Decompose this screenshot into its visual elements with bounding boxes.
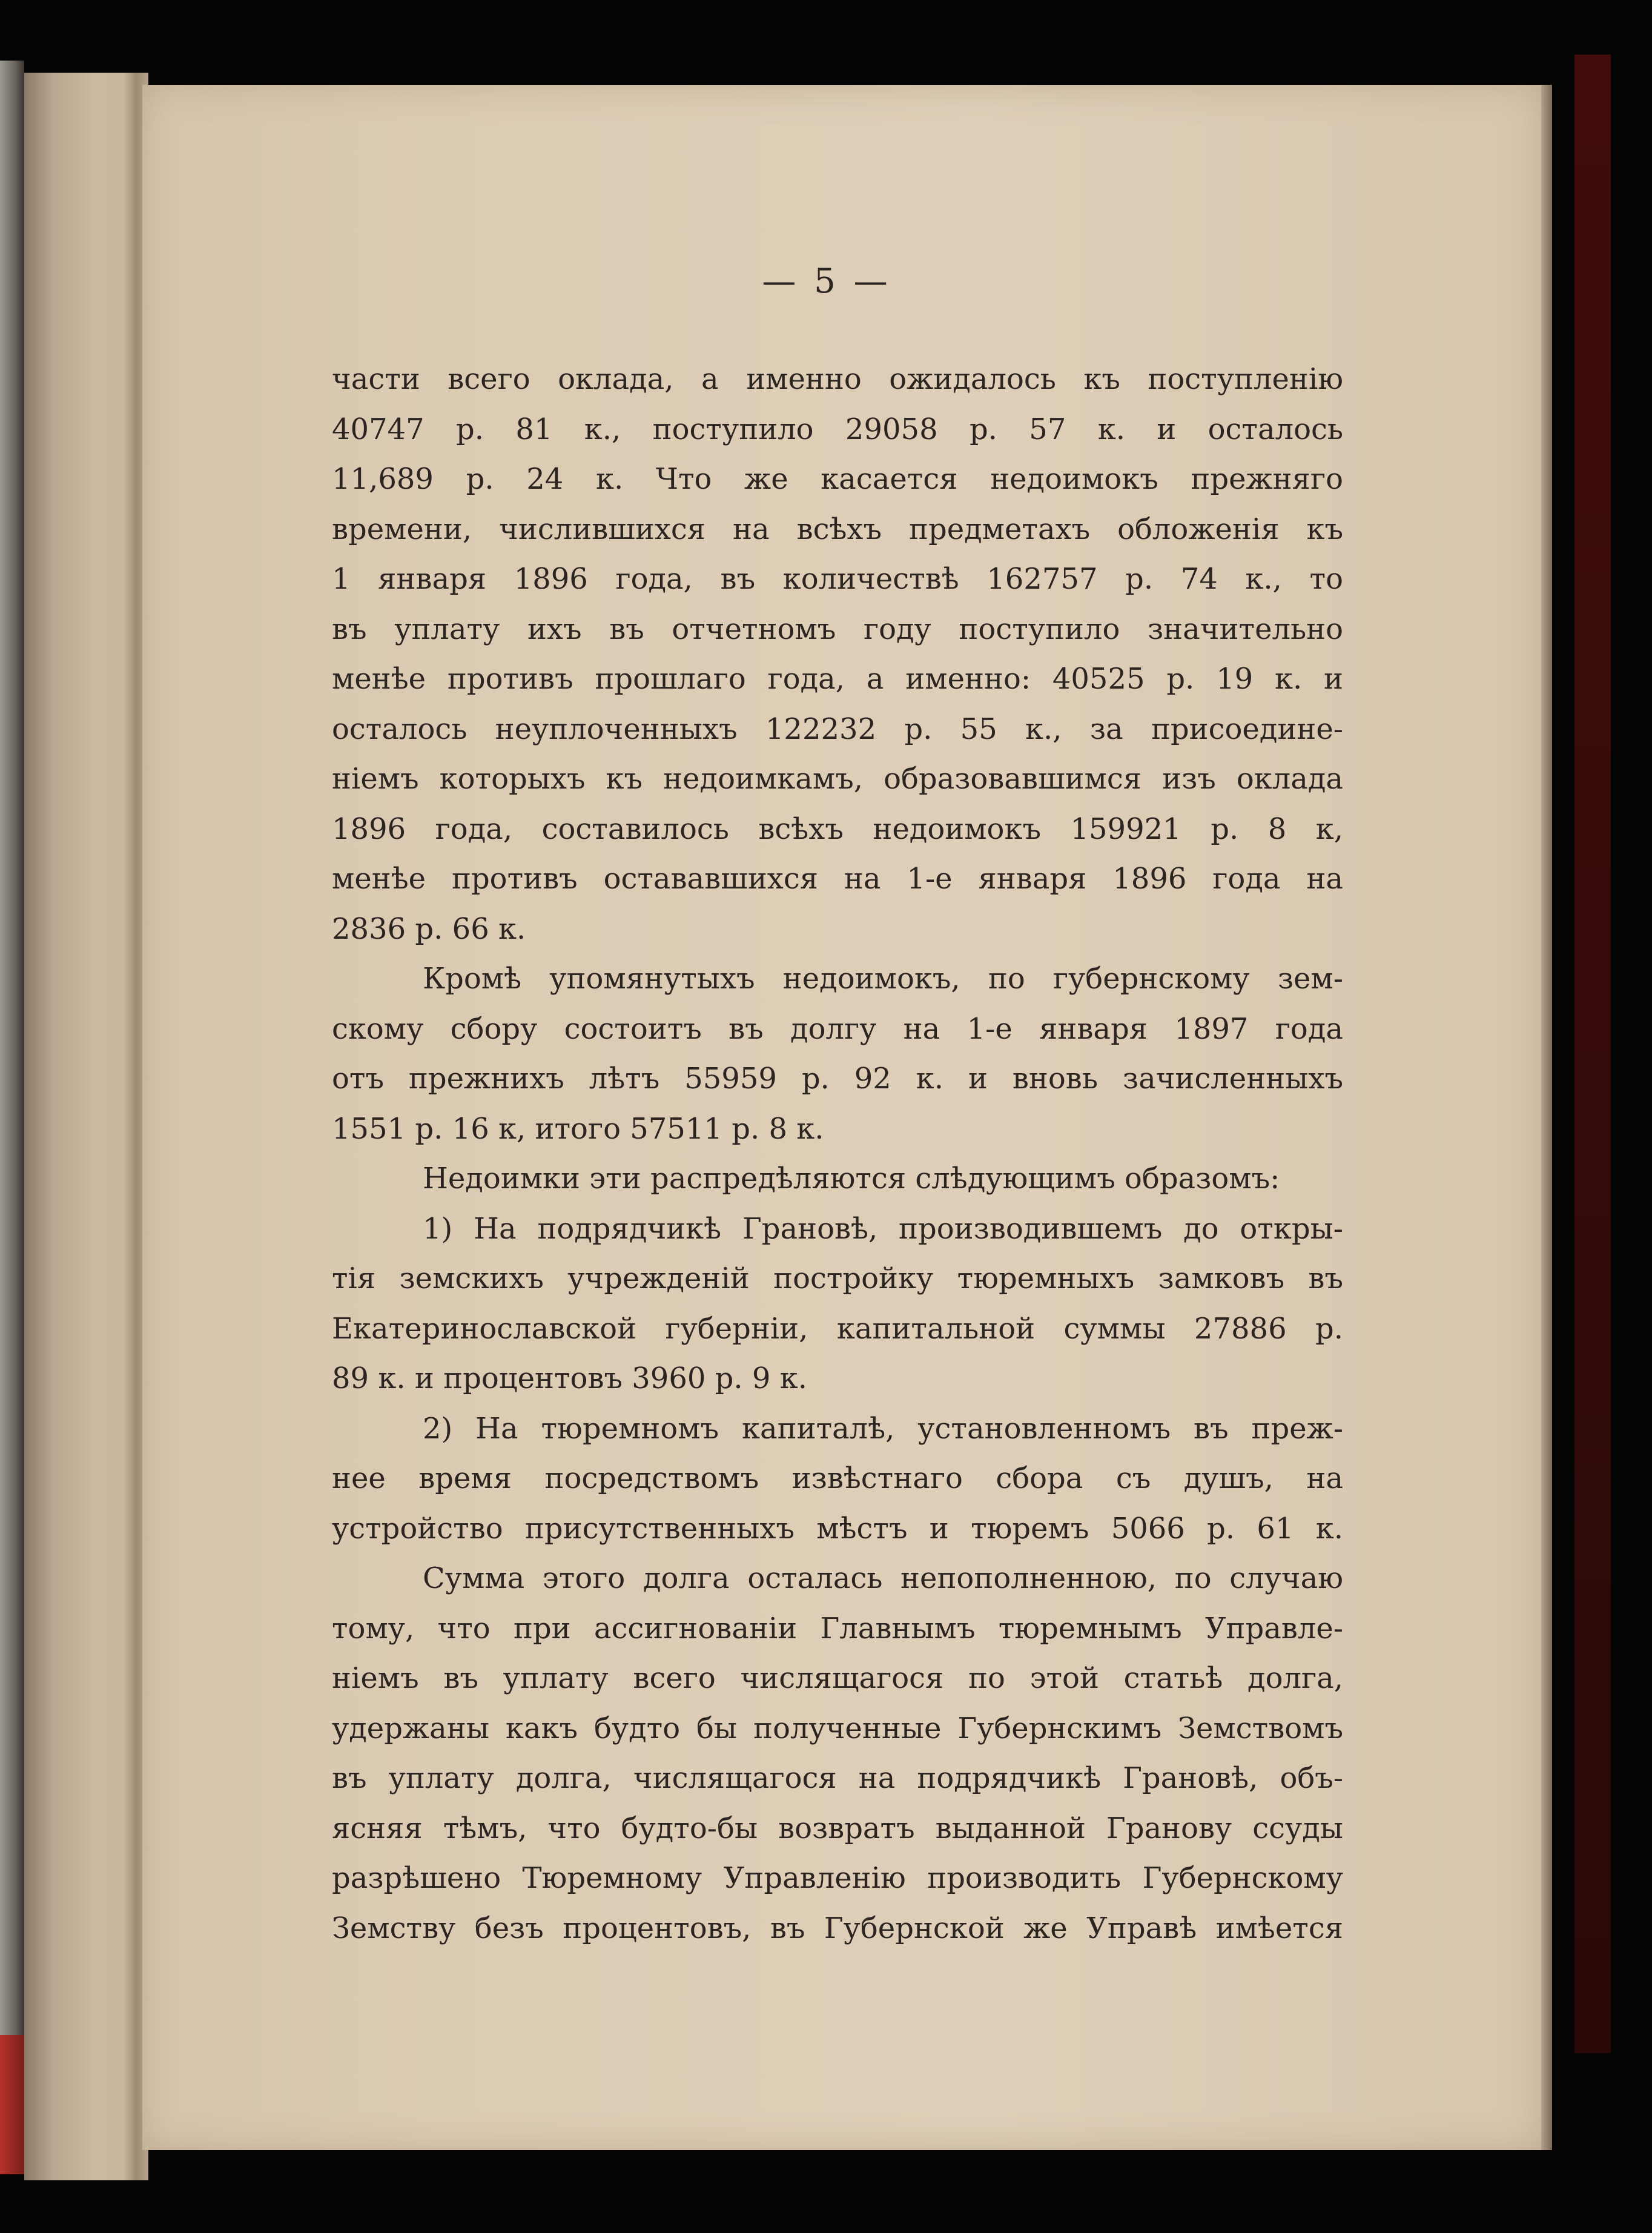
text-line: ніемъ въ уплату всего числящагося по этой статьѣ долга, — [332, 1661, 1343, 1695]
text-line: менѣе противъ остававшихся на 1-е января 1896 года на — [332, 862, 1343, 896]
text-line: нее время посредствомъ извѣстнаго сбора съ душъ, на — [332, 1461, 1343, 1495]
text-line: разрѣшено Тюремному Управленію производить Губернскому — [332, 1861, 1343, 1895]
text-line: части всего оклада, а именно ожидалось къ поступленію — [332, 362, 1343, 396]
book-spine-edge — [0, 61, 24, 2174]
text-line: Сумма этого долга осталась непополненною, по случаю — [423, 1561, 1343, 1595]
text-line: въ уплату ихъ въ отчетномъ году поступило значительно — [332, 612, 1343, 646]
text-line: 1) На подрядчикѣ Грановѣ, производившемъ до откры- — [423, 1211, 1343, 1246]
facing-page-edge — [24, 73, 139, 2180]
text-line: тія земскихъ учрежденій постройку тюремныхъ замковъ въ — [332, 1262, 1343, 1295]
text-line: удержаны какъ будто бы полученные Губернскимъ Земствомъ — [332, 1711, 1343, 1745]
text-line: въ уплату долга, числящагося на подрядчикѣ Грановѣ, объ- — [332, 1761, 1343, 1795]
text-line: 40747 р. 81 к., поступило 29058 р. 57 к. и осталось — [332, 412, 1343, 446]
text-line: 2836 р. 66 к. — [332, 911, 526, 946]
text-line: 1896 года, составилось всѣхъ недоимокъ 159921 р. 8 к, — [332, 812, 1343, 846]
text-line: 89 к. и процентовъ 3960 р. 9 к. — [332, 1361, 807, 1395]
text-line: Земству безъ процентовъ, въ Губернской же Управѣ имѣется — [332, 1911, 1343, 1945]
body-text — [332, 354, 1343, 1953]
text-line: Екатеринославской губерніи, капитальной суммы 27886 р. — [332, 1311, 1343, 1346]
page-number: — 5 — — [762, 262, 891, 301]
text-line: 2) На тюремномъ капиталѣ, установленномъ въ преж- — [423, 1411, 1343, 1446]
text-line: 1 января 1896 года, въ количествѣ 162757 р. 74 к., то — [332, 562, 1343, 596]
text-line: скому сбору состоитъ въ долгу на 1-е января 1897 года — [332, 1011, 1343, 1046]
red-cover-corner — [0, 2035, 24, 2174]
text-line: 1551 р. 16 к, итого 57511 р. 8 к. — [332, 1111, 824, 1146]
text-line: менѣе противъ прошлаго года, а именно: 40525 р. 19 к. и — [332, 662, 1343, 696]
text-line: ясняя тѣмъ, что будто-бы возвратъ выданной Гранову ссуды — [332, 1811, 1343, 1845]
text-line: отъ прежнихъ лѣтъ 55959 р. 92 к. и вновь зачисленныхъ — [332, 1062, 1343, 1096]
text-line: тому, что при ассигнованіи Главнымъ тюремнымъ Управле- — [332, 1611, 1343, 1646]
text-line: 11,689 р. 24 к. Что же касается недоимокъ прежняго — [332, 462, 1343, 496]
text-line: осталось неуплоченныхъ 122232 р. 55 к., за присоедине- — [332, 712, 1343, 746]
text-line: устройство присутственныхъ мѣстъ и тюремъ 5066 р. 61 к. — [332, 1511, 1343, 1546]
text-line: времени, числившихся на всѣхъ предметахъ обложенія къ — [332, 512, 1343, 546]
text-line: ніемъ которыхъ къ недоимкамъ, образовавшимся изъ оклада — [332, 762, 1343, 796]
page-stack-edge — [1541, 85, 1552, 2150]
text-line: Недоимки эти распредѣляются слѣдующимъ образомъ: — [423, 1162, 1280, 1196]
red-cover-right — [1574, 55, 1611, 2053]
text-line: Кромѣ упомянутыхъ недоимокъ, по губернскому зем- — [423, 962, 1343, 996]
